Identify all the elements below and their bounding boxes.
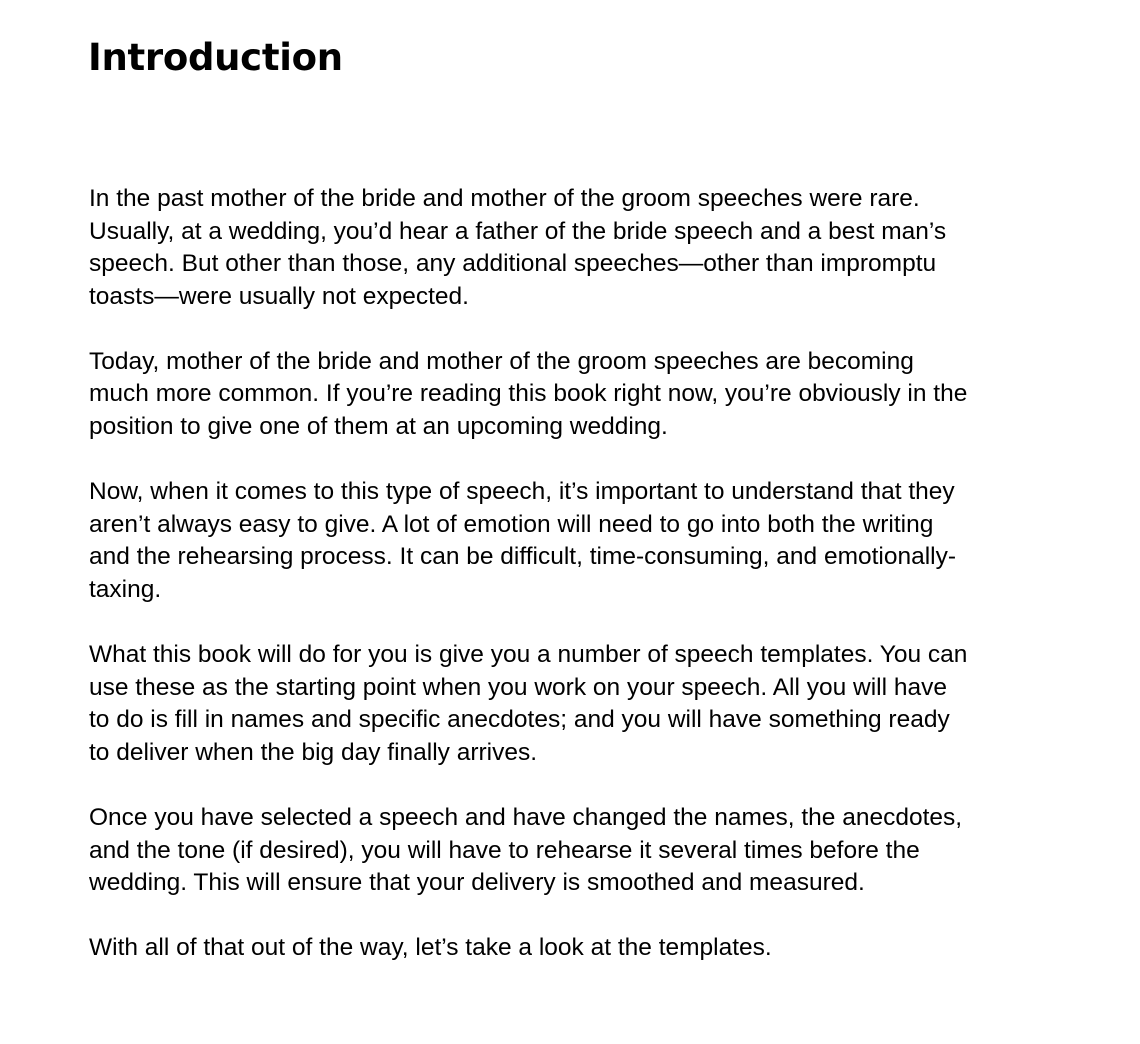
text-line: Today, mother of the bride and mother of the groom speeches are becoming xyxy=(89,347,914,375)
paragraph-6 xyxy=(89,932,1125,965)
text-line: toasts—were usually not expected. xyxy=(89,282,469,310)
text-line: to deliver when the big day finally arrives. xyxy=(89,738,538,766)
text-line: position to give one of them at an upcoming wedding. xyxy=(89,413,668,441)
text-line: Usually, at a wedding, you’d hear a father of the bride speech and a best man’s xyxy=(89,217,947,245)
text-line: Now, when it comes to this type of speech, it’s important to understand that they xyxy=(89,478,955,506)
text-line: With all of that out of the way, let’s take a look at the templates. xyxy=(89,934,772,962)
paragraph-5 xyxy=(89,802,1125,900)
paragraph-4 xyxy=(89,639,1125,769)
text-line: speech. But other than those, any additional speeches—other than impromptu xyxy=(89,250,937,278)
text-line: Once you have selected a speech and have changed the names, the anecdotes, xyxy=(89,803,963,831)
text-line: wedding. This will ensure that your delivery is smoothed and measured. xyxy=(89,869,865,897)
text-line: much more common. If you’re reading this book right now, you’re obviously in the xyxy=(89,380,968,408)
page-title: Introduction xyxy=(88,36,343,79)
paragraph-3 xyxy=(89,476,1125,606)
paragraph-1 xyxy=(89,183,1125,313)
text-line: and the rehearsing process. It can be difficult, time-consuming, and emotionally- xyxy=(89,543,957,571)
paragraph-2 xyxy=(89,346,1125,444)
text-line: and the tone (if desired), you will have to rehearse it several times before the xyxy=(89,836,920,864)
text-line: use these as the starting point when you work on your speech. All you will have xyxy=(89,673,947,701)
body-text xyxy=(89,183,1125,997)
text-line: What this book will do for you is give you a number of speech templates. You can xyxy=(89,641,968,669)
text-line: aren’t always easy to give. A lot of emotion will need to go into both the writing xyxy=(89,510,934,538)
text-line: to do is fill in names and specific anecdotes; and you will have something ready xyxy=(89,706,950,734)
text-line: In the past mother of the bride and mother of the groom speeches were rare. xyxy=(89,185,920,212)
text-line: taxing. xyxy=(89,575,162,603)
